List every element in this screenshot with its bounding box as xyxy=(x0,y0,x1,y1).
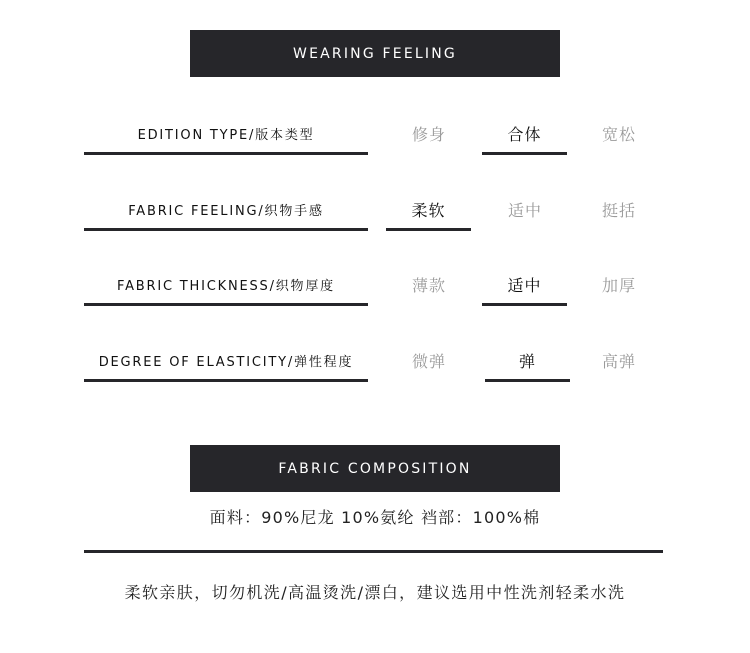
option-high-stretch: 高弹 xyxy=(601,351,636,371)
option-crisp: 挺括 xyxy=(601,200,636,220)
attribute-row-elasticity xyxy=(0,341,750,381)
option-soft: 柔软 xyxy=(386,190,471,231)
section-divider xyxy=(84,550,663,553)
option-thin: 薄款 xyxy=(411,275,446,295)
attribute-label-fabric-feeling: FABRIC FEELING/织物手感 xyxy=(84,190,368,231)
attribute-row-edition-type xyxy=(0,114,750,154)
wearing-feeling-header: WEARING FEELING xyxy=(190,30,560,77)
option-loose-fit: 宽松 xyxy=(601,124,636,144)
option-thick: 加厚 xyxy=(601,275,636,295)
option-moderate-thickness: 适中 xyxy=(482,265,567,306)
option-slight-stretch: 微弹 xyxy=(411,351,446,371)
option-slim-fit: 修身 xyxy=(411,124,446,144)
option-moderate-feel: 适中 xyxy=(507,200,542,220)
attribute-label-fabric-thickness: FABRIC THICKNESS/织物厚度 xyxy=(84,265,368,306)
attribute-row-fabric-feeling xyxy=(0,190,750,230)
care-instructions: 柔软亲肤，切勿机洗/高温烫洗/漂白，建议选用中性洗剂轻柔水洗 xyxy=(124,583,626,602)
fabric-composition-header: FABRIC COMPOSITION xyxy=(190,445,560,492)
option-regular-fit: 合体 xyxy=(482,114,567,155)
attribute-row-fabric-thickness xyxy=(0,265,750,305)
attribute-label-edition-type: EDITION TYPE/版本类型 xyxy=(84,114,368,155)
fabric-composition-text: 面料：90%尼龙 10%氨纶 裆部：100%棉 xyxy=(209,508,541,527)
option-stretch: 弹 xyxy=(485,341,570,382)
attribute-label-elasticity: DEGREE OF ELASTICITY/弹性程度 xyxy=(84,341,368,382)
